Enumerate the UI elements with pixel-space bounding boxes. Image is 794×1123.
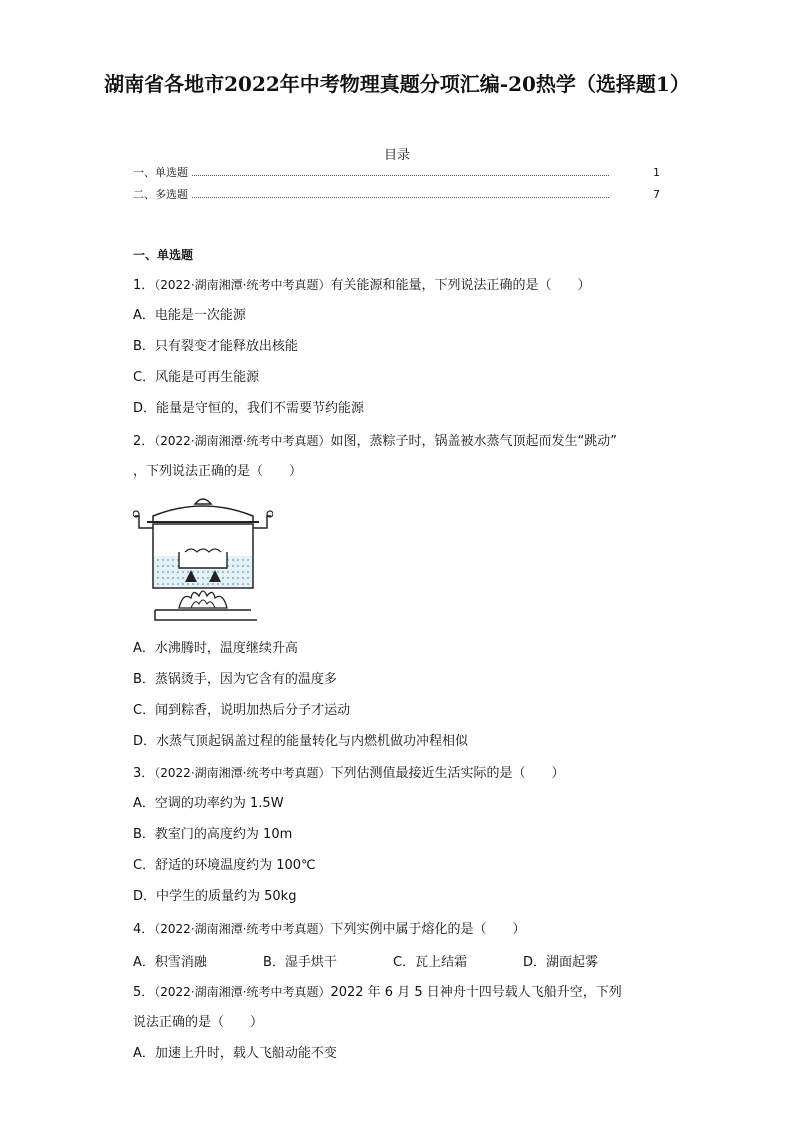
toc-entry-page: 7	[653, 188, 660, 201]
option-row	[133, 951, 653, 970]
option: A．电能是一次能源	[133, 308, 246, 323]
toc-entry-label: 一、单选题	[133, 166, 188, 179]
option: D．中学生的质量约为 50kg	[133, 889, 297, 904]
document-title: 湖南省各地市2022年中考物理真题分项汇编-20热学（选择题1）	[104, 72, 690, 96]
question-source: （2022·湖南湘潭·统考中考真题）	[154, 922, 331, 936]
question-stem	[133, 276, 590, 295]
option: A．积雪消融	[133, 955, 207, 970]
table-of-contents	[133, 164, 660, 208]
option: C．风能是可再生能源	[133, 370, 260, 385]
question-number: 5．	[133, 985, 155, 1000]
question-source: （2022·湖南湘潭·统考中考真题）	[154, 766, 331, 780]
option: A．加速上升时，载人飞船动能不变	[133, 1046, 337, 1061]
toc-leader-dots	[192, 175, 609, 176]
section-heading: 一、单选题	[133, 248, 194, 262]
question-text-continued: 说法正确的是（ ）	[133, 1015, 264, 1030]
question-text: 下列实例中属于熔化的是（ ）	[330, 922, 526, 937]
toc-entry-single-choice[interactable]	[133, 164, 660, 186]
question-source: （2022·湖南湘潭·统考中考真题）	[154, 278, 331, 292]
question-number: 4．	[133, 922, 155, 937]
toc-leader-dots	[192, 197, 609, 198]
toc-heading: 目录	[383, 148, 410, 163]
option: C．舒适的环境温度约为 100℃	[133, 858, 316, 873]
question-number: 3．	[133, 766, 155, 781]
option: C．闻到粽香，说明加热后分子才运动	[133, 703, 351, 718]
question-text: 2022 年 6 月 5 日神舟十四号载人飞船升空，下列	[330, 985, 622, 1000]
steamer-pot-figure	[133, 492, 273, 624]
question-source: （2022·湖南湘潭·统考中考真题）	[154, 434, 331, 448]
question-number: 2．	[133, 434, 155, 449]
toc-entry-page: 1	[653, 166, 660, 179]
question-stem	[133, 764, 564, 783]
question-text: 如图，蒸粽子时，锅盖被水蒸气顶起而发生“跳动”	[330, 434, 617, 449]
question-stem	[133, 920, 525, 939]
option: B．蒸锅烫手，因为它含有的温度多	[133, 672, 337, 687]
toc-entry-label: 二、多选题	[133, 188, 188, 201]
option: D．能量是守恒的，我们不需要节约能源	[133, 401, 365, 416]
option: B．教室门的高度约为 10m	[133, 827, 293, 842]
question-text: 下列估测值最接近生活实际的是（ ）	[330, 766, 565, 781]
option: A．水沸腾时，温度继续升高	[133, 641, 298, 656]
question-number: 1．	[133, 278, 155, 293]
question-source: （2022·湖南湘潭·统考中考真题）	[154, 985, 331, 999]
option: D．水蒸气顶起锅盖过程的能量转化与内燃机做功冲程相似	[133, 734, 469, 749]
option: C．瓦上结霜	[393, 955, 468, 970]
question-stem	[133, 983, 622, 1002]
question-stem	[133, 432, 617, 451]
question-text: 有关能源和能量，下列说法正确的是（ ）	[330, 278, 591, 293]
option: B．湿手烘干	[263, 955, 337, 970]
option: D．湖面起雾	[523, 955, 599, 970]
option: A．空调的功率约为 1.5W	[133, 796, 284, 811]
question-text-continued: ，下列说法正确的是（ ）	[133, 464, 303, 479]
toc-entry-multi-choice[interactable]	[133, 186, 660, 208]
option: B．只有裂变才能释放出核能	[133, 339, 298, 354]
